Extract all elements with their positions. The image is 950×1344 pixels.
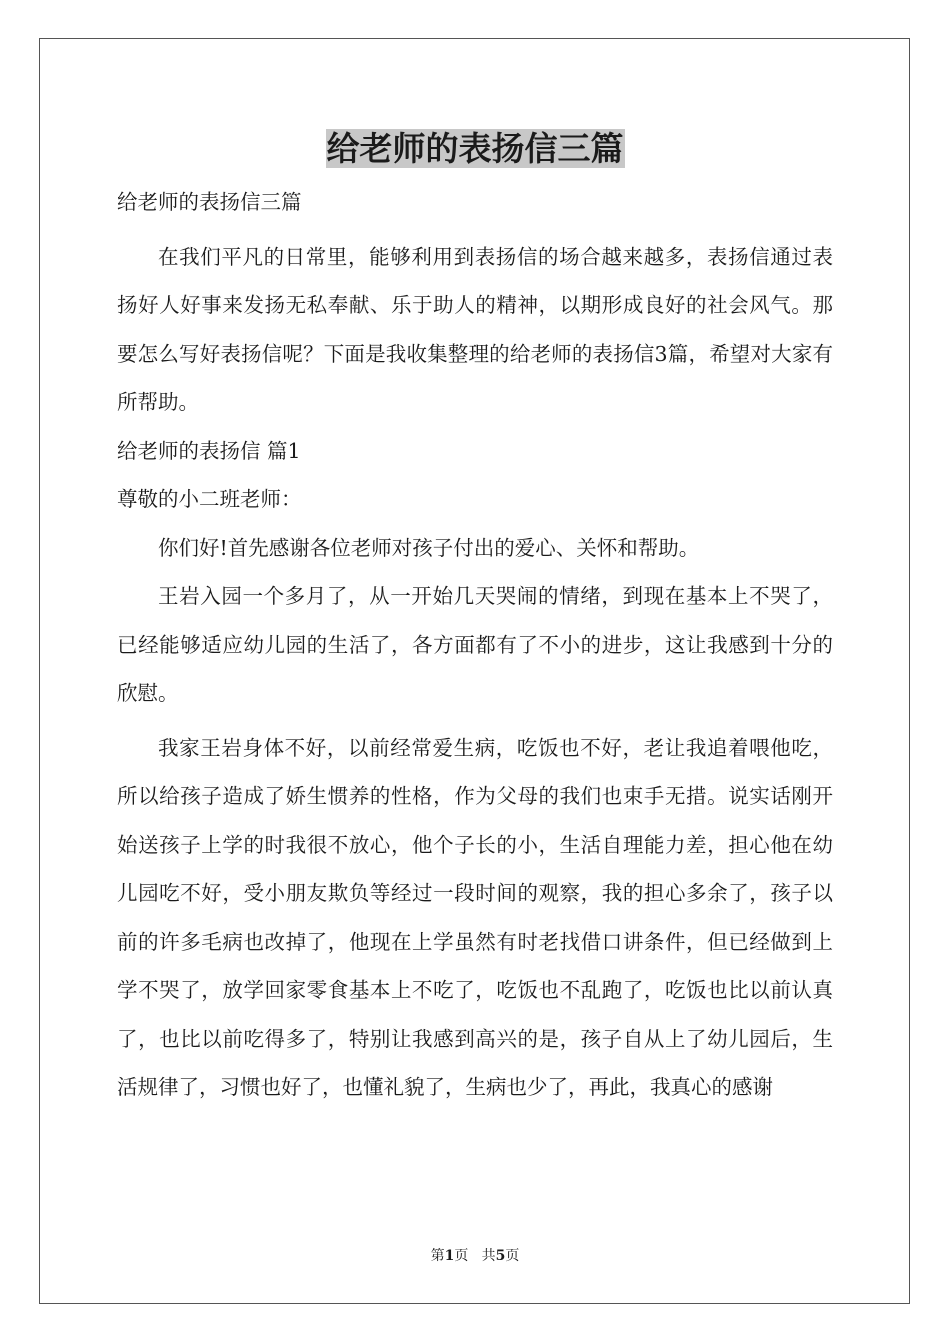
document-body	[117, 178, 833, 1112]
footer-total-pages: 5	[495, 1248, 506, 1264]
footer-total-suffix: 页	[505, 1248, 520, 1264]
salutation: 尊敬的小二班老师：	[117, 487, 302, 511]
page-title-text: 给老师的表扬信三篇	[326, 129, 624, 168]
body-paragraph: 你们好!首先感谢各位老师对孩子付出的爱心、关怀和帮助。	[158, 535, 700, 560]
page-title	[0, 127, 950, 171]
intro-paragraph: 在我们平凡的日常里，能够利用到表扬信的场合越来越多，表扬信通过表扬好人好事来发扬无私奉献、乐于助人的精神，以期形成良好的社会风气。那要怎么写好表扬信呢？下面是我收集整理的给老师的表扬信3篇，希望对大家有所帮助。	[117, 244, 833, 414]
section-heading: 给老师的表扬信 篇1	[117, 438, 301, 463]
page-footer	[0, 1247, 950, 1265]
footer-page-prefix: 第	[430, 1248, 445, 1264]
footer-total-prefix: 共	[481, 1248, 496, 1264]
body-paragraph: 我家王岩身体不好，以前经常爱生病，吃饭也不好，老让我追着喂他吃，所以给孩子造成了娇生惯养的性格，作为父母的我们也束手无措。说实话刚开始送孩子上学的时我很不放心，他个子长的小，生活自理能力差，担心他在幼儿园吃不好，受小朋友欺负等经过一段时间的观察，我的担心多余了，孩子以前的许多毛病也改掉了，他现在上学虽然有时老找借口讲条件，但已经做到上学不哭了，放学回家零食基本上不吃了，吃饭也不乱跑了，吃饭也比以前认真了，也比以前吃得多了，特别让我感到高兴的是，孩子自从上了幼儿园后，生活规律了，习惯也好了，也懂礼貌了，生病也少了，再此，我真心的感谢	[117, 735, 833, 1099]
body-paragraph: 王岩入园一个多月了，从一开始几天哭闹的情绪，到现在基本上不哭了，已经能够适应幼儿园的生活了，各方面都有了不小的进步，这让我感到十分的欣慰。	[117, 584, 833, 705]
footer-page-number: 1	[444, 1248, 455, 1264]
footer-page-suffix: 页	[454, 1248, 469, 1264]
document-subtitle: 给老师的表扬信三篇	[117, 190, 302, 214]
